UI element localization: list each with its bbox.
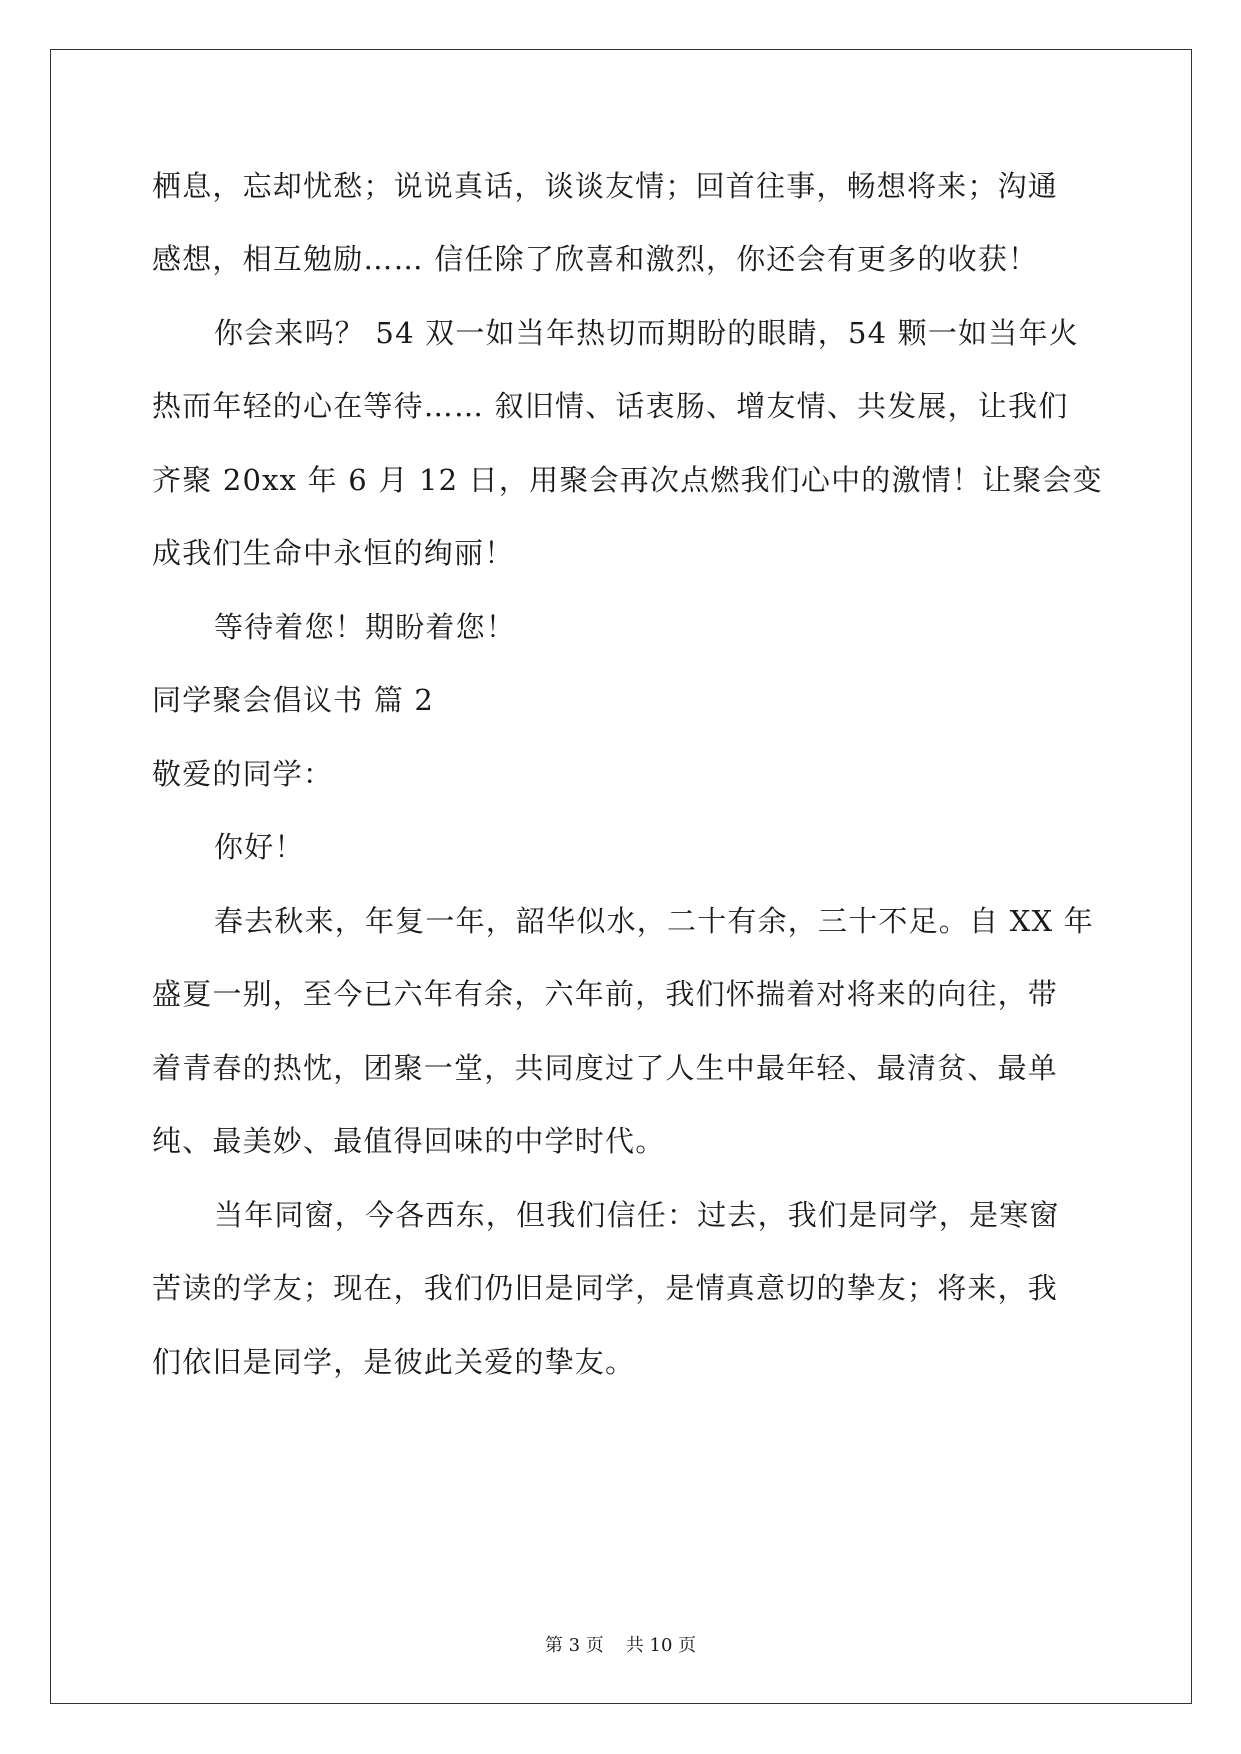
text-line: 苦读的学友；现在，我们仍旧是同学，是情真意切的挚友；将来，我 bbox=[152, 1271, 1059, 1305]
text-line: 们依旧是同学，是彼此关爱的挚友。 bbox=[152, 1345, 636, 1379]
text-line: 纯、最美妙、最值得回味的中学时代。 bbox=[152, 1124, 666, 1158]
section-heading: 同学聚会倡议书 篇 2 bbox=[152, 683, 435, 717]
text-line: 春去秋来，年复一年，韶华似水，二十有余，三十不足。自 XX 年 bbox=[214, 904, 1094, 938]
page-total: 共 10 页 bbox=[625, 1635, 697, 1656]
page-footer bbox=[0, 1634, 1241, 1658]
page-border bbox=[50, 49, 1192, 1704]
text-line: 着青春的热忱，团聚一堂，共同度过了人生中最年轻、最清贫、最单 bbox=[152, 1051, 1059, 1085]
text-line: 你会来吗？ 54 双一如当年热切而期盼的眼睛，54 颗一如当年火 bbox=[214, 316, 1079, 350]
salutation: 敬爱的同学： bbox=[152, 757, 334, 791]
text-line: 成我们生命中永恒的绚丽！ bbox=[152, 536, 515, 570]
text-line: 当年同窗，今各西东，但我们信任：过去，我们是同学，是寒窗 bbox=[214, 1198, 1060, 1232]
text-line: 等待着您！期盼着您！ bbox=[214, 610, 517, 644]
page-number: 第 3 页 bbox=[544, 1635, 604, 1656]
text-line: 盛夏一别，至今已六年有余，六年前，我们怀揣着对将来的向往，带 bbox=[152, 977, 1059, 1011]
text-line: 感想，相互勉励…… 信任除了欣喜和激烈，你还会有更多的收获！ bbox=[152, 242, 1039, 276]
text-line: 栖息，忘却忧愁；说说真话，谈谈友情；回首往事，畅想将来；沟通 bbox=[152, 169, 1059, 203]
text-line: 热而年轻的心在等待…… 叙旧情、话衷肠、增友情、共发展，让我们 bbox=[152, 389, 1069, 423]
greeting: 你好！ bbox=[214, 830, 305, 864]
text-line: 齐聚 20xx 年 6 月 12 日，用聚会再次点燃我们心中的激情！让聚会变 bbox=[152, 463, 1103, 497]
